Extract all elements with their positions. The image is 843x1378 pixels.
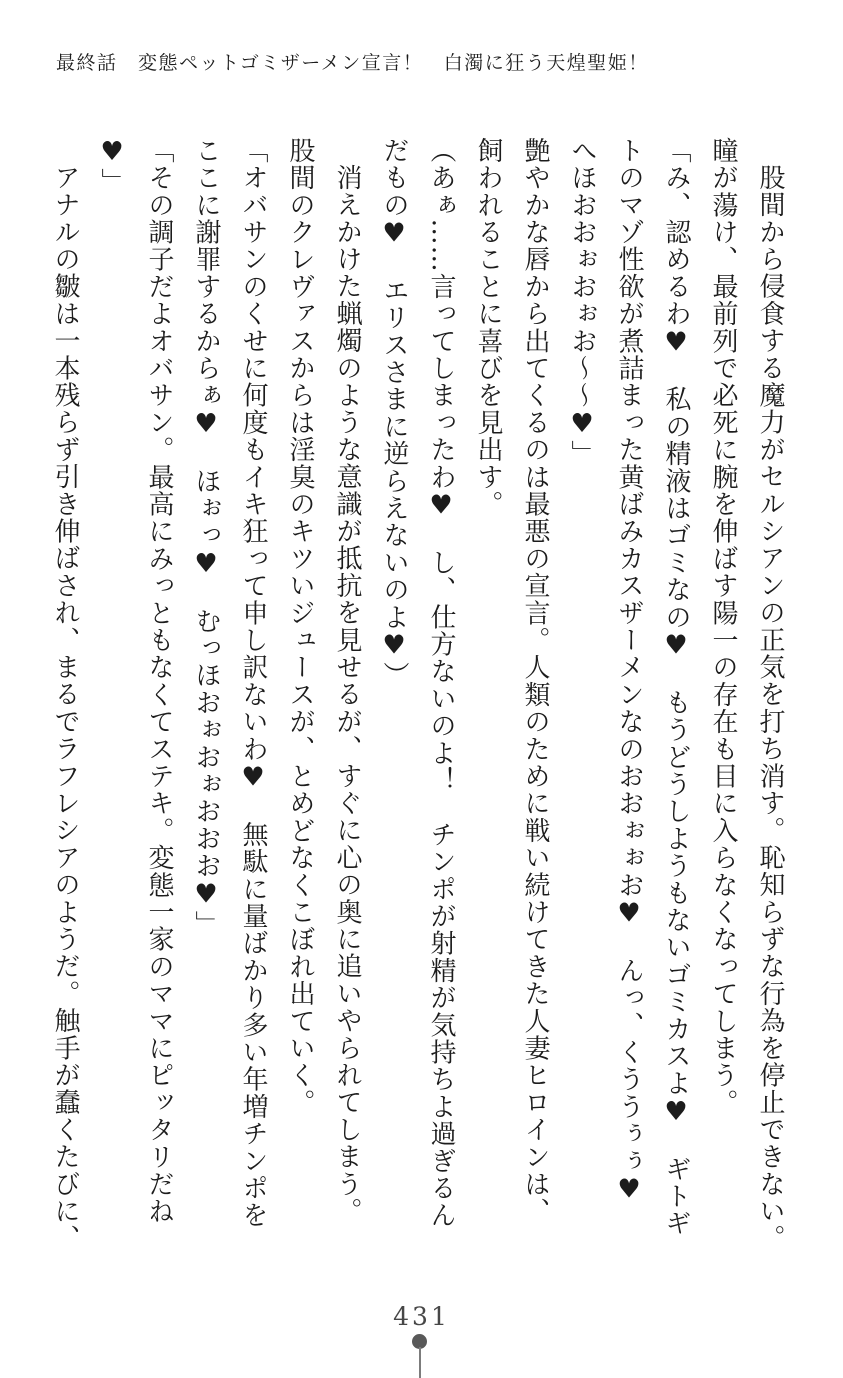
- text-column: へほおおぉおぉお～～♥」: [567, 137, 597, 468]
- text-column: 「その調子だよオバサン。最高にみっともなくてステキ。変態一家のママにピッタリだね: [144, 137, 174, 1225]
- text-column: 股間のクレヴァスからは淫臭のキツいジュースが、とめどなくこぼれ出ていく。: [285, 137, 315, 1117]
- text-column: ここに謝罪するからぁ♥ ほぉっ♥ むっほおぉおぉおおお♥」: [191, 137, 221, 938]
- text-column: 股間から侵食する魔力がセルシアンの正気を打ち消す。恥知らずな行為を停止できない。: [755, 164, 785, 1252]
- text-column: だもの♥ エリスさまに逆らえないのよ♥）: [379, 137, 409, 689]
- text-column: 「み、認めるわ♥ 私の精液はゴミなの♥ もうどうしようもないゴミカスよ♥ ギトギ: [661, 137, 691, 1237]
- text-column: 飼われることに喜びを見出す。: [473, 137, 503, 518]
- text-column: 瞳が蕩け、最前列で必死に腕を伸ばす陽一の存在も目に入らなくなってしまう。: [708, 137, 738, 1117]
- chapter-title-header: 最終話 変態ペットゴミザーメン宣言！ 白濁に狂う天煌聖姫！: [56, 52, 649, 74]
- text-column: 「オバサンのくせに何度もイキ狂って申し訳ないわ♥ 無駄に量ばかり多い年増チンポを: [238, 137, 268, 1229]
- text-column: 消えかけた蝋燭のような意識が抵抗を見せるが、すぐに心の奥に追いやられてしまう。: [332, 164, 362, 1225]
- text-columns: [39, 137, 793, 1307]
- page-number: 431: [393, 1302, 450, 1331]
- footer-line-ornament: [419, 1347, 421, 1378]
- text-column: 艶やかな唇から出てくるのは最悪の宣言。人類のために戦い続けてきた人妻ヒロインは、: [520, 137, 550, 1225]
- text-column: アナルの皺は一本残らず引き伸ばされ、まるでラフレシアのようだ。触手が蠢くたびに、: [50, 164, 80, 1252]
- text-column: （あぁ……言ってしまったわ♥ し、仕方ないのよ！ チンポが射精が気持ちよ過ぎるん: [426, 137, 456, 1229]
- text-column: ♥」: [97, 137, 127, 196]
- text-column: トのマゾ性欲が煮詰まった黄ばみカスザーメンなのおおぉぉお♥ んっ、くううぅぅ♥: [614, 137, 644, 1206]
